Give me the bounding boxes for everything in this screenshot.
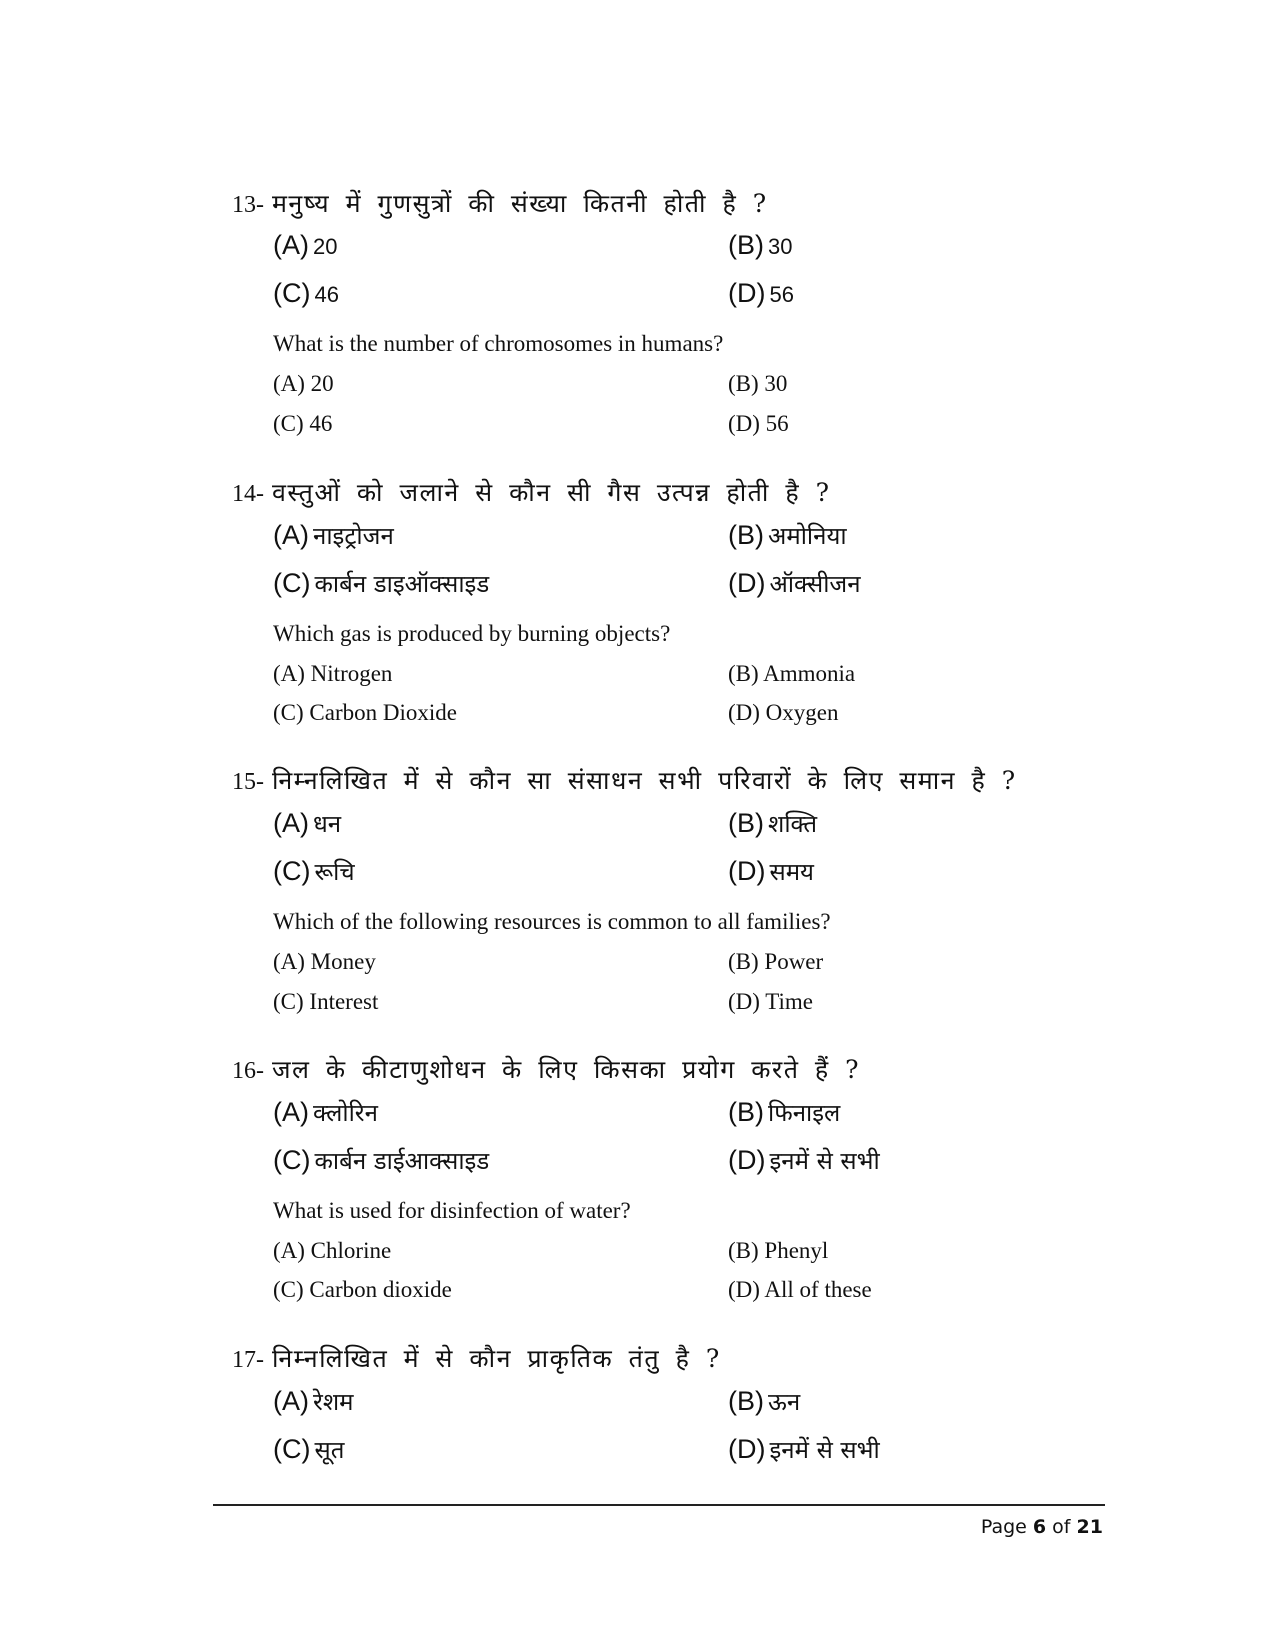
option-d-english: (D) Oxygen <box>728 700 839 725</box>
option-b-hindi: (B) फिनाइल <box>728 1097 841 1127</box>
question-text-hindi: निम्नलिखित में से कौन प्राकृतिक तंतु है ? <box>271 1344 721 1373</box>
question-13-hindi <box>232 186 768 220</box>
question-17-hindi <box>232 1341 721 1375</box>
option-b-english: (B) 30 <box>728 371 788 396</box>
question-15-hindi <box>232 763 1017 797</box>
option-a-english: (A) Chlorine <box>273 1238 392 1263</box>
question-number: 14- <box>232 481 264 507</box>
option-a-english: (A) Money <box>273 949 376 974</box>
option-b-hindi: (B) शक्ति <box>728 808 818 838</box>
question-text-hindi: मनुष्य में गुणसुत्रों की संख्या कितनी होती है ? <box>271 189 768 218</box>
option-d-english: (D) All of these <box>728 1277 872 1302</box>
option-d-english: (D) Time <box>728 989 813 1014</box>
question-text-hindi: वस्तुओं को जलाने से कौन सी गैस उत्पन्न होती है ? <box>271 478 831 507</box>
question-text-hindi: निम्नलिखित में से कौन सा संसाधन सभी परिवारों के लिए समान है ? <box>271 766 1017 795</box>
option-a-english: (A) Nitrogen <box>273 661 393 686</box>
option-c-hindi: (C) सूत <box>273 1434 345 1464</box>
option-c-hindi: (C) 46 <box>273 278 339 308</box>
option-c-hindi: (C) कार्बन डाइऑक्साइड <box>273 568 490 598</box>
question-text-hindi: जल के कीटाणुशोधन के लिए किसका प्रयोग करते हैं ? <box>271 1055 861 1084</box>
option-a-hindi: (A) क्लोरिन <box>273 1097 378 1127</box>
option-d-hindi: (D) ऑक्सीजन <box>728 568 861 598</box>
option-a-hindi: (A) धन <box>273 808 342 838</box>
option-b-hindi: (B) ऊन <box>728 1386 801 1416</box>
option-b-hindi: (B) 30 <box>728 230 793 260</box>
option-c-english: (C) 46 <box>273 411 333 436</box>
option-a-hindi: (A) नाइट्रोजन <box>273 520 394 550</box>
option-a-english: (A) 20 <box>273 371 334 396</box>
page-number: Page 6 of 21 <box>980 1516 1103 1538</box>
question-14-hindi <box>232 475 830 509</box>
option-c-english: (C) Carbon Dioxide <box>273 700 457 725</box>
option-b-english: (B) Phenyl <box>728 1238 829 1263</box>
question-text-english: What is the number of chromosomes in humans? <box>273 331 724 356</box>
option-b-hindi: (B) अमोनिया <box>728 520 847 550</box>
question-number: 15- <box>232 769 264 795</box>
option-c-english: (C) Carbon dioxide <box>273 1277 452 1302</box>
option-b-english: (B) Ammonia <box>728 661 856 686</box>
option-a-hindi: (A) 20 <box>273 230 338 260</box>
option-c-hindi: (C) कार्बन डाईआक्साइड <box>273 1145 490 1175</box>
option-d-hindi: (D) समय <box>728 856 814 886</box>
option-a-hindi: (A) रेशम <box>273 1386 354 1416</box>
option-d-hindi: (D) इनमें से सभी <box>728 1434 880 1464</box>
option-c-english: (C) Interest <box>273 989 379 1014</box>
question-number: 17- <box>232 1347 264 1373</box>
option-d-english: (D) 56 <box>728 411 789 436</box>
question-text-english: Which of the following resources is common to all families? <box>273 909 831 934</box>
option-c-hindi: (C) रूचि <box>273 856 355 886</box>
option-b-english: (B) Power <box>728 949 824 974</box>
question-16-hindi <box>232 1052 860 1086</box>
option-d-hindi: (D) 56 <box>728 278 794 308</box>
option-d-hindi: (D) इनमें से सभी <box>728 1145 880 1175</box>
question-text-english: What is used for disinfection of water? <box>273 1198 631 1223</box>
footer-divider <box>213 1504 1105 1506</box>
question-text-english: Which gas is produced by burning objects? <box>273 621 671 646</box>
question-number: 13- <box>232 192 264 218</box>
question-number: 16- <box>232 1058 264 1084</box>
